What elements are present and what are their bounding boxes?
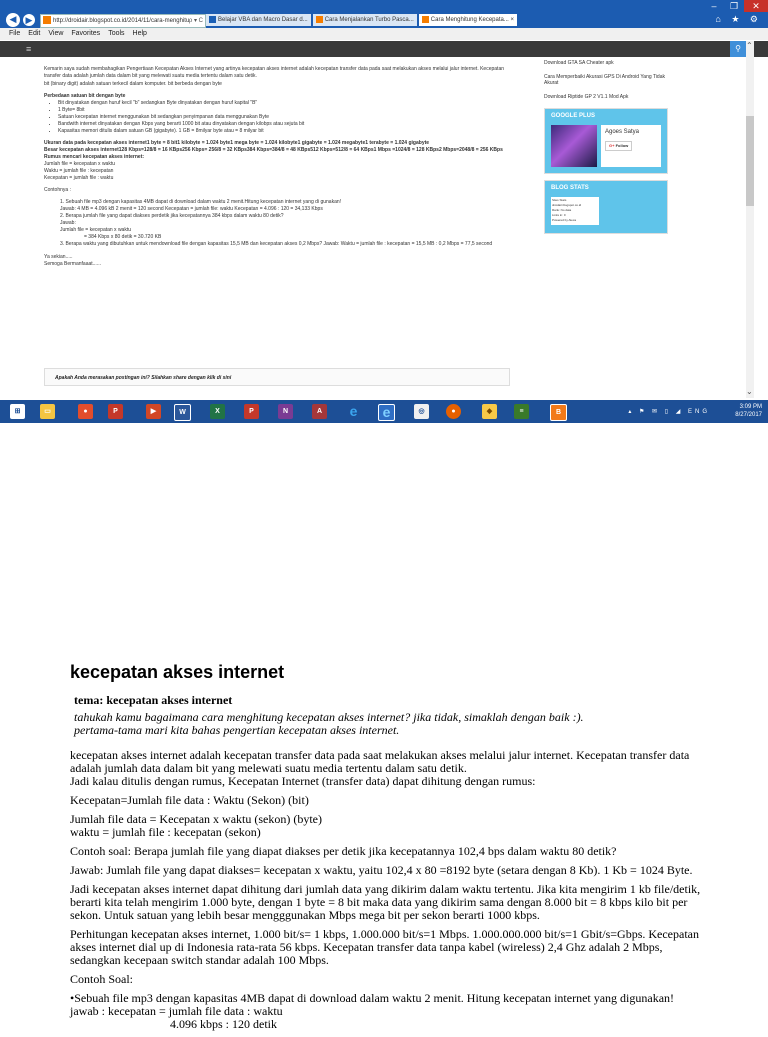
text-line: waktu = jumlah file : kecepatan (sekon) (70, 825, 261, 839)
follow-button[interactable] (605, 141, 632, 151)
text-line: •Sebuah file mp3 dengan kapasitas 4MB dapat di download dalam waktu 2 menit. Hitung kecepatan internet yang digunakan! (70, 991, 675, 1005)
access-icon[interactable]: A (312, 404, 327, 419)
menu-view[interactable]: View (48, 30, 64, 37)
stats-line: droidair.blogspot.co.id (552, 203, 582, 207)
word-icon[interactable]: W (174, 404, 191, 421)
document-title: kecepatan akses internet (70, 662, 285, 682)
formula-line: Kecepatan = jumlah file : waktu (44, 175, 114, 181)
menu-help[interactable]: Help (132, 30, 147, 37)
document-theme: tema: kecepatan akses internet (74, 693, 233, 707)
menu-tools[interactable]: Tools (108, 30, 125, 37)
post-paragraph: Kemarin saya sudah membahagikan Pengertiaan Kecepatan Akses Internet yang artinya kecepatan akses internet adalah kecepatan transfer data pada saat melakukan akses melalui jalur internet. Kecepatan transfer data adalah jumlah data dalam bit yang melewati suatu media tertentu dalam satu detik. (44, 66, 505, 79)
example-line: Jawab: (60, 220, 76, 226)
post-heading: Rumus mencari kecepatan akses internet: (44, 154, 145, 160)
intro-line: tahukah kamu bagaimana cara menghitung kecepatan akses internet? jika tidak, simaklah dengan baik :). (74, 710, 584, 724)
stats-line: Sites Stats (552, 198, 567, 202)
intro-line: pertama-tama mari kita bahas pengertian kecepatan akses internet. (74, 723, 400, 737)
document-paragraph: Jadi kecepatan akses internet dapat dihitung dari jumlah data yang dikirim dalam waktu tertentu. Jika kita mengirim 1 kb file/detik, berarti kita telah mengirim 1.000 byte, dengan 1 byte = 8 bit maka data yang dikirim sama dengan 8.000 bit = 8 kbps kilo bit per sekon. Untuk satuan yang lebih besar mengggunakan Mbps mega bit per sekon berarti 1000 kbps. (70, 882, 701, 922)
widget-title: BLOG STATS (545, 181, 667, 195)
system-tray-icons[interactable]: ▴ ⚑ ✉ ▯ ◢ ENG (628, 409, 710, 415)
search-icon[interactable]: ⚲ (730, 41, 746, 57)
hamburger-menu-icon[interactable]: ≡ (26, 44, 32, 54)
tab-favicon-icon (209, 16, 216, 23)
clock-date: 8/27/2017 (735, 412, 762, 418)
google-plus-widget (544, 108, 668, 174)
start-windows-icon[interactable]: ⊞ (10, 404, 25, 419)
document-paragraph (70, 813, 710, 839)
sidebar-link[interactable]: Download Riptide GP 2 V1.1 Mod Apk (544, 94, 629, 100)
example-line: = 384 Kbps x 80 detik = 30.720 KB (84, 234, 162, 240)
scroll-up-icon[interactable]: ⌃ (746, 41, 753, 50)
tab-label: Belajar VBA dan Macro Dasar d... (218, 17, 308, 23)
tab-favicon-icon (316, 16, 323, 23)
profile-card (601, 125, 661, 167)
document-paragraph (70, 992, 710, 1031)
document-paragraph: Contoh soal: Berapa jumlah file yang diapat diakses per detik jika kecepatannya 102,4 bps dalam waktu 80 detik? (70, 844, 617, 858)
internet-explorer-icon[interactable]: e (349, 403, 358, 419)
tab-vba[interactable] (206, 14, 311, 26)
profile-image[interactable] (551, 125, 597, 167)
post-paragraph: Besar kecepatan akses internet128 Kbps=128/8 = 16 KBps256 Kbps= 256/8 = 32 KBps384 Kbps=384/8 = 48 KBps512 Kbps=512/8 = 64 KBps1 Mbps =1024/8 = 128 KBps2 Mbps=2048/8 = 256 KBps (44, 147, 503, 153)
stats-line: Links in: 0 (552, 213, 566, 217)
sidebar-link[interactable]: Download GTA SA Cheater apk (544, 60, 614, 66)
example-line: 3. Berapa waktu yang dibutuhkan untuk mendownload file dengan kapasitas 15,5 MB dan kecepatan akses 0,2 Mbps? Jawab: Waktu = jumlah file : kecepatan = 15,5 MB : 0,2 Mbps = 77,5 second (60, 241, 493, 247)
browser-titlebar (0, 0, 768, 28)
document-paragraph (70, 749, 710, 788)
language-indicator[interactable]: ENG (687, 409, 710, 415)
follow-label: Follow (615, 143, 629, 148)
address-controls[interactable]: ρ ▾ C (188, 18, 203, 24)
excel-icon[interactable]: X (210, 404, 225, 419)
notepad-icon[interactable]: ≡ (514, 404, 529, 419)
text-line: kecepatan akses internet adalah kecepatan transfer data pada saat melakukan akses melalui jalur internet. Kecepatan transfer data adalah jumlah data dalam bit yang melewati suatu media tertentu dalam satu detik. (70, 748, 690, 775)
onenote-icon[interactable]: N (278, 404, 293, 419)
tab-strip (206, 14, 517, 26)
document-paragraph: Kecepatan=Jumlah file data : Waktu (Sekon) (bit) (70, 793, 309, 807)
file-explorer-icon[interactable]: ▭ (40, 404, 55, 419)
list-item: • Bit dinyatakan dengan huruf kecil "b" sedangkan Byte dinyatakan dengan huruf kapital "B" (58, 100, 504, 107)
scrollbar-thumb[interactable] (746, 116, 754, 206)
post-heading: Perbedaan satuan bit dengan byte (44, 93, 126, 99)
address-text: http://droidair.blogspot.co.id/2014/11/cara-menghitu (53, 18, 190, 24)
restore-button[interactable]: ❐ (729, 1, 739, 11)
example-line: Jumlah file = kecepatan x waktu (60, 227, 132, 233)
document-paragraph: Jawab: Jumlah file yang dapat diakses= kecepatan x waktu, yaitu 102,4 x 80 =8192 byte (setara dengan 8 Kb). 1 Kb = 1024 Byte. (70, 863, 693, 877)
blog-stats-widget (544, 180, 668, 234)
paint-palette-icon[interactable]: ◆ (482, 404, 497, 419)
google-plus-icon: G+ (609, 143, 615, 148)
formula-line: Jumlah file = kecepatan x waktu (44, 161, 116, 167)
paint-icon[interactable]: ● (78, 404, 93, 419)
formula-line: Waktu = jumlah file : kecepatan (44, 168, 114, 174)
minimize-button[interactable]: – (711, 1, 717, 11)
nav-buttons (6, 13, 35, 27)
menu-bar (0, 28, 768, 40)
example-line: 2. Berapa jumlah file yang dapat diakses perdetik jika kecepatannya 384 kbps dalam waktu 80 detik? (60, 213, 284, 219)
close-button[interactable]: ✕ (744, 0, 768, 12)
back-arrow-icon[interactable]: ◀ (6, 13, 20, 27)
document-intro (74, 711, 710, 737)
text-line: Jadi kalau ditulis dengan rumus, Kecepatan Internet (transfer data) dapat dihitung dengan rumus: (70, 774, 536, 788)
profile-name[interactable]: Agoes Satya (605, 129, 640, 135)
example-line: Jawab: 4 MB = 4.096 kB 2 menit = 120 second Kecepatan = jumlah file: waktu Kecepatan = 4.096 : 120 = 34,133 Kbps (60, 206, 323, 212)
clock-time: 3:09 PM (739, 404, 762, 410)
menu-edit[interactable]: Edit (28, 30, 41, 37)
internet-explorer-active-icon[interactable]: e (378, 404, 395, 421)
bit-byte-list (44, 100, 504, 135)
menu-favorites[interactable]: Favorites (71, 30, 101, 37)
menu-file[interactable]: File (9, 30, 21, 37)
list-item: • Bandwith internet dinyatakan dengan Kbps yang berarti 1000 bit atau dinyatakan dengan kilobps atau sejuta bit (58, 121, 504, 128)
address-bar[interactable] (40, 14, 206, 28)
text-line: jawab : kecepatan = jumlah file data : waktu (70, 1004, 283, 1018)
tab-kecepatan[interactable] (419, 14, 517, 26)
blogger-icon[interactable]: B (550, 404, 567, 421)
list-item: • Kapasitas memori ditulis dalam satuan GB (gigabyte). 1 GB = 8milyar byte atau = 8 milyar bit (58, 128, 504, 135)
post-paragraph: bit (binary digit) adalah satuan terkecil dalam komputer. bit berbeda dengan byte (44, 81, 222, 87)
sidebar (544, 60, 668, 234)
post-paragraph: Contohnya : (44, 187, 71, 193)
stats-line: Rank: No data (552, 208, 572, 212)
post-paragraph: Ukuran data pada kecepatan akses internet1 byte = 8 bit1 kilobyte = 1.024 byte1 mega byte = 1.024 kilobyte1 gigabyte = 1.024 megabyte1 terabyte = 1.024 gigabyte (44, 140, 430, 146)
vertical-scrollbar[interactable] (746, 41, 754, 398)
share-box[interactable]: Apakah Anda merasakan postingan ini? Silahkan share dengan klik di sini (44, 368, 510, 386)
media-player-icon[interactable]: ▶ (146, 404, 161, 419)
window-controls (704, 0, 768, 12)
sidebar-link[interactable]: Cara Memperbaiki Akurasi GPS Di Android Yang Tidak Akurat (544, 74, 665, 86)
browser-window (0, 0, 768, 400)
tab-turbo-pascal[interactable] (313, 14, 417, 26)
tab-label: Cara Menghitung Kecepata... (430, 17, 509, 23)
firefox-icon[interactable]: ● (446, 404, 461, 419)
app-icon[interactable]: ◎ (414, 404, 429, 419)
clock[interactable] (735, 403, 762, 419)
tab-favicon-icon (422, 16, 429, 23)
powerpoint-icon[interactable]: P (244, 404, 259, 419)
document-paragraph: Perhitungan kecepatan akses internet, 1.000 bit/s= 1 kbps, 1.000.000 bit/s=1 Mbps. 1.000.000.000 bit/s=1 Gbit/s=Gbps. Kecepatan akses internet dial up di Indonesia rata-rata 56 kbps. Kecepatan transfer data tanpa kabel (wireless) 2,4 Ghz adalah 2 Mbps, sedangkan kecepaan switch standar adalah 100 Mbps. (70, 927, 699, 967)
document-body (70, 660, 710, 1037)
list-item: • Satuan kecepatan internet menggunakan bit sedangkan penyimpanan data menggunakan Byte (58, 114, 504, 121)
forward-arrow-icon[interactable]: ▶ (23, 14, 35, 26)
toolbar-icons[interactable]: ⌂ ★ ⚙ (715, 14, 762, 24)
tab-close-icon[interactable]: × (510, 17, 515, 23)
post-paragraph: Ya sekian..... (44, 254, 73, 260)
blogger-favicon-icon (43, 16, 51, 24)
list-item: • 1 Byte= 8bit (58, 107, 504, 114)
blog-navbar (0, 41, 768, 57)
windows-taskbar (0, 400, 768, 423)
scroll-down-icon[interactable]: ⌄ (746, 387, 753, 396)
widget-title: GOOGLE PLUS (545, 109, 667, 123)
stats-line: Powered by Alexa (552, 218, 577, 222)
blog-post-body (44, 66, 504, 273)
text-line: Jumlah file data = Kecepatan x waktu (sekon) (byte) (70, 812, 323, 826)
text-line: 4.096 kbps : 120 detik (170, 1017, 277, 1031)
alexa-stats-card[interactable] (551, 197, 599, 225)
post-paragraph: Semoga Bermanfaaat...... (44, 261, 101, 267)
tab-label: Cara Menjalankan Turbo Pasca... (324, 17, 414, 23)
powerpoint-icon[interactable]: P (108, 404, 123, 419)
example-line: 1. Sebuah file mp3 dengan kapasitas 4MB dapat di download dalam waktu 2 menit.Hitung kecepatan internet yang di gunakan! (60, 199, 342, 205)
document-paragraph: Contoh Soal: (70, 972, 134, 986)
